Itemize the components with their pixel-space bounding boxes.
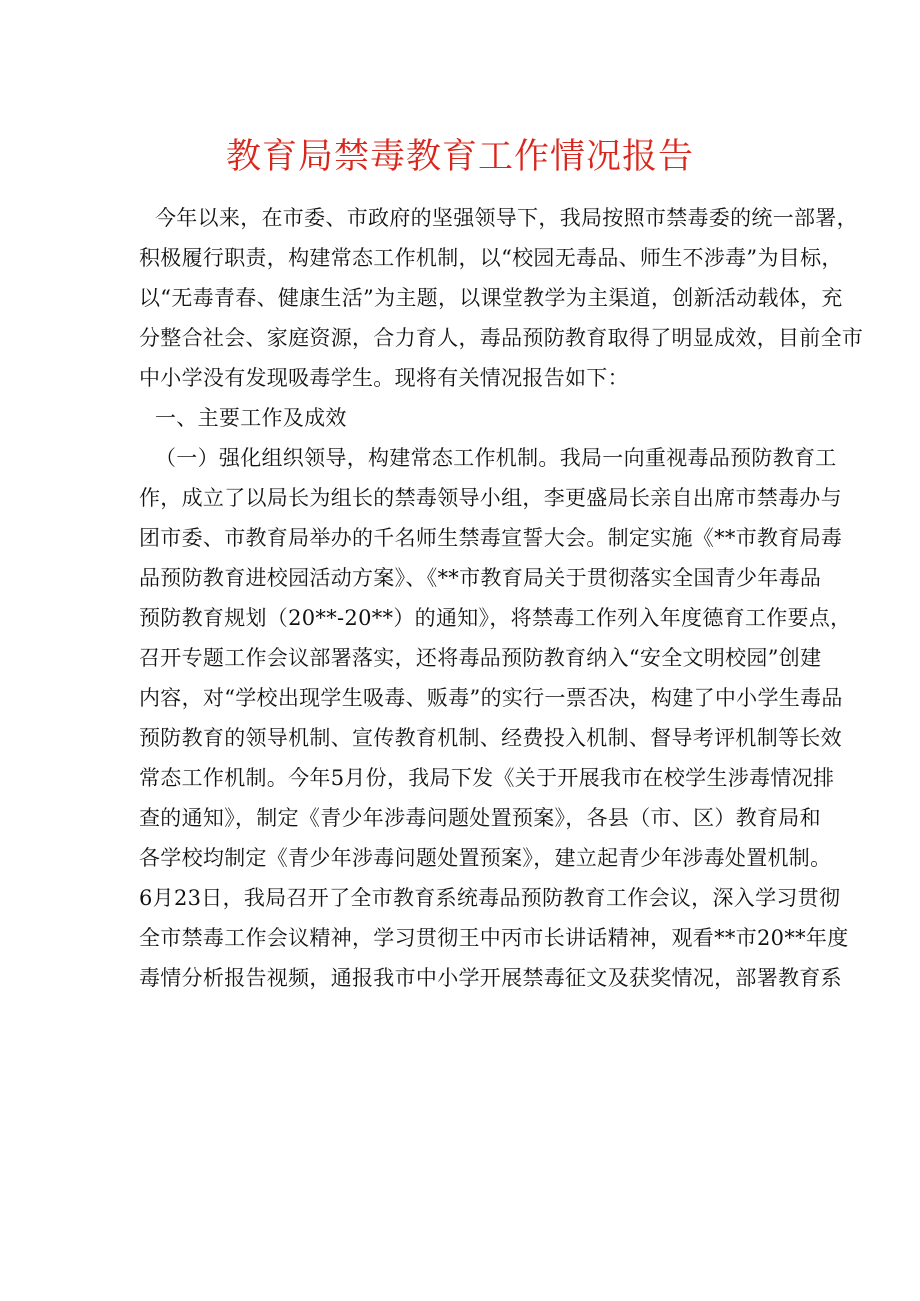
section-heading: 一、主要工作及成效 xyxy=(155,406,347,430)
subsection-line-5: 预防教育规划（20**-20**）的通知》，将禁毒工作列入年度德育工作要点， xyxy=(139,606,852,630)
intro-line-5: 中小学没有发现吸毒学生。现将有关情况报告如下： xyxy=(139,366,629,390)
subsection-line-2: 作，成立了以局长为组长的禁毒领导小组，李更盛局长亲自出席市禁毒办与 xyxy=(139,486,842,510)
subsection-line-11: 各学校均制定《青少年涉毒问题处置预案》，建立起青少年涉毒处置机制。 xyxy=(139,846,832,870)
document-title: 教育局禁毒教育工作情况报告 xyxy=(225,137,694,177)
intro-paragraph xyxy=(139,198,864,398)
intro-line-3: 以“无毒青春、健康生活”为主题，以课堂教学为主渠道，创新活动载体，充 xyxy=(139,286,843,310)
subsection-line-3: 团市委、市教育局举办的千名师生禁毒宣誓大会。制定实施《**市教育局毒 xyxy=(139,526,843,550)
intro-line-1: 今年以来，在市委、市政府的坚强领导下，我局按照市禁毒委的统一部署， xyxy=(155,206,858,230)
section-heading-paragraph xyxy=(139,398,799,438)
subsection-line-14: 毒情分析报告视频，通报我市中小学开展禁毒征文及获奖情况，部署教育系 xyxy=(139,966,842,990)
subsection-line-8: 预防教育的领导机制、宣传教育机制、经费投入机制、督导考评机制等长效 xyxy=(139,726,842,750)
subsection-line-12: 6月23日，我局召开了全市教育系统毒品预防教育工作会议，深入学习贯彻 xyxy=(139,886,841,910)
subsection-line-4: 品预防教育进校园活动方案》、《**市教育局关于贯彻落实全国青少年毒品 xyxy=(139,566,822,590)
intro-line-4: 分整合社会、家庭资源，合力育人，毒品预防教育取得了明显成效，目前全市 xyxy=(139,326,864,350)
intro-line-2: 积极履行职责，构建常态工作机制，以“校园无毒品、师生不涉毒”为目标， xyxy=(139,246,843,270)
subsection-paragraph xyxy=(139,438,852,998)
subsection-line-9: 常态工作机制。今年5月份，我局下发《关于开展我市在校学生涉毒情况排 xyxy=(139,766,835,790)
subsection-line-10: 查的通知》，制定《青少年涉毒问题处置预案》，各县（市、区）教育局和 xyxy=(139,806,821,830)
subsection-line-13: 全市禁毒工作会议精神，学习贯彻王中丙市长讲话精神，观看**市20**年度 xyxy=(139,926,849,950)
subsection-line-1: （一）强化组织领导，构建常态工作机制。我局一向重视毒品预防教育工 xyxy=(155,446,837,470)
subsection-line-6: 召开专题工作会议部署落实，还将毒品预防教育纳入“安全文明校园”创建 xyxy=(139,646,822,670)
document-body xyxy=(139,198,864,998)
subsection-line-7: 内容，对“学校出现学生吸毒、贩毒”的实行一票否决，构建了中小学生毒品 xyxy=(139,686,843,710)
